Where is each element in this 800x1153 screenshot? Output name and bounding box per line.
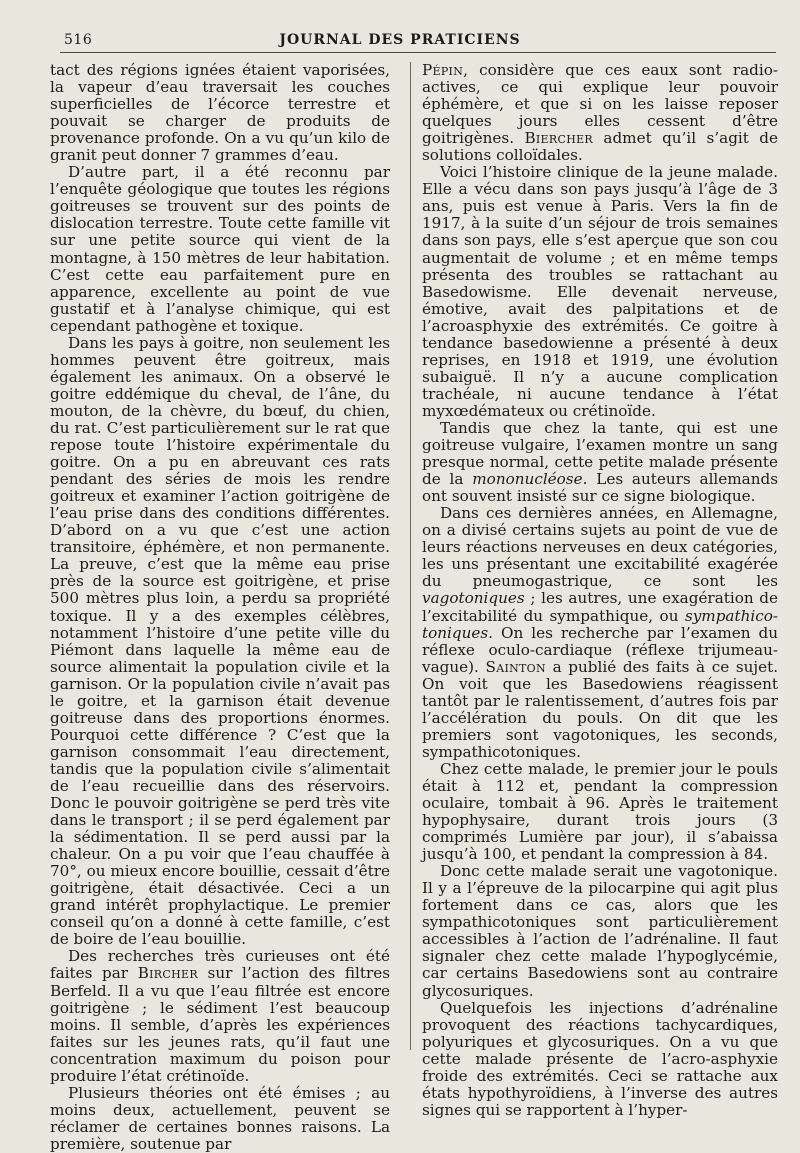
paragraph <box>422 420 778 505</box>
paragraph: Voici l’histoire clinique de la jeune malade. Elle a vécu dans son pays jusqu’à l’âge de 3 ans, puis est venue à Paris. Vers la fin de 1917, à la suite d’un séjour de trois semaines dans son pays, elle s’est aperçue que son cou augmentait de volume ; et en même temps présenta des troubles se rattachant au Basedowisme. Elle devenait nerveuse, émotive, avait des palpitations et de l’acroasphyxie des extrémités. Ce goitre à tendance basedowienne a présenté à deux reprises, en 1918 et 1919, une évolution subaiguë. Il n’y a aucune complication trachéale, ni aucune tendance à l’état myxœdémateux ou crétinoïde. <box>422 163 778 420</box>
paragraph-text: sur l’action des filtres Berfeld. Il a vu que l’eau filtrée est encore goitrigène ; le sédiment l’est beaucoup moins. Il semble, d’après les expériences faites sur les jeunes rats, qu’il faut une concentration maximum du poison pour produire l’état crétinoïde. <box>50 964 390 1085</box>
paragraph: tact des régions ignées étaient vaporisées, la vapeur d’eau traversait les couches superficielles de l’écorce terrestre et pouvait se charger de produits de provenance profonde. On a vu qu’un kilo de granit peut donner 7 grammes d’eau. <box>50 61 390 165</box>
left-column <box>50 62 390 1153</box>
header-rule <box>60 52 776 53</box>
paragraph-text: Tandis que chez la tante, qui est une goitreuse vulgaire, l’examen montre un sang presque normal, cette petite malade présente de la <box>422 418 778 489</box>
paragraph-text: ; les autres, une exagération de l’excitabilité du sympathique, ou <box>422 589 779 625</box>
paragraph <box>422 505 778 761</box>
running-header <box>0 28 800 54</box>
italic-term: sympathico-toniques. <box>422 606 779 642</box>
paragraph: D’autre part, il a été reconnu par l’enquête géologique que toutes les régions goitreuses se trouvent sur des points de dislocation terrestre. Toute cette famille vit sur une petite source qui vient de la montagne, à 150 mètres de leur habitation. C’est cette eau parfaitement pure en apparence, excellente au point de vue gustatif et à l’analyse chimique, qui est cependant pathogène et toxique. <box>50 163 390 335</box>
page-number: 516 <box>64 32 93 48</box>
paragraph-text: Dans ces dernières années, en Allemagne, on a divisé certains sujets au point de vue de leurs réactions nerveuses en deux catégories, les uns présentant une excitabilité exagérée du pneumogastrique, ce sont les <box>422 504 778 591</box>
author-name: Biercher <box>524 129 593 148</box>
paragraph-text: Des recherches très curieuses ont été faites par <box>50 947 390 983</box>
right-column <box>422 62 778 1119</box>
author-name: Sainton <box>485 657 546 676</box>
paragraph-text: admet qu’il s’agit de solutions colloïdales. <box>422 129 778 165</box>
paragraph-text: a publié des faits à ce sujet. On voit que les Basedowiens réagissent tantôt par le ralentissement, d’autres fois par l’accélération du pouls. On dit que les premiers sont vagotoniques, les seconds, sympathicotoniques. <box>422 657 779 761</box>
author-name: Pépin <box>422 61 464 79</box>
paragraph: Chez cette malade, le premier jour le pouls était à 112 et, pendant la compression oculaire, tombait à 96. Après le traitement hypophysaire, durant trois jours (3 comprimés Lumière par jour), il s’abaissa jusqu’à 100, et pendant la compression à 84. <box>422 759 778 864</box>
paragraph: Dans les pays à goitre, non seulement les hommes peuvent être goitreux, mais également les animaux. On a observé le goitre eddémique du cheval, de l’âne, du mouton, de la chèvre, du bœuf, du chien, du rat. C’est particulièrement sur le rat que repose toute l’histoire expérimentale du goitre. On a pu en abreuvant ces rats pendant des séries de mois les rendre goitreux et examiner l’action goitrigène de l’eau prise dans des conditions différentes. D’abord on a vu que c’est une action transitoire, éphémère, et non permanente. La preuve, c’est que la même eau prise près de la source est goitrigène, et prise 500 mètres plus loin, a perdu sa propriété toxique. Il y a des exemples célèbres, notamment l’histoire d’une petite ville du Piémont dans laquelle la même eau de source alimentait la population civile et la garnison. Or la population civile n’avait pas le goitre, et la garnison était devenue goitreuse dans des proportions énormes. Pourquoi cette différence ? C’est que la garnison consommait l’eau directement, tandis que la population civile s’alimentait de l’eau recueillie dans des réservoirs. Donc le pouvoir goitrigène se perd très vite dans le transport ; il se perd également par la sédimentation. Il se perd aussi par la chaleur. On a pu voir que l’eau chauffée à 70°, ou mieux encore bouillie, cessait d’être goitrigène, était désactivée. Ceci a un grand intérêt prophylactique. Le premier conseil qu’on a donné à cette famille, c’est de boire de l’eau bouillie. <box>50 333 390 949</box>
paragraph <box>50 948 390 1084</box>
paragraph-text: , considère que ces eaux sont radio-actives, ce qui explique leur pouvoir éphémère, et que si on les laisse reposer quelques jours elles cessent d’être goitrigènes. <box>422 61 778 148</box>
paragraph: Plusieurs théories ont été émises ; au moins deux, actuellement, peuvent se réclamer de certaines bonnes raisons. La première, soutenue par <box>50 1083 390 1153</box>
author-name: Bircher <box>137 964 198 983</box>
paragraph: Donc cette malade serait une vagotonique. Il y a l’épreuve de la pilocarpine qui agit plus fortement dans ce cas, alors que les sympathicotoniques sont particulièrement accessibles à l’action de l’adrénaline. Il faut signaler chez cette malade l’hypoglycémie, car certains Basedowiens sont au contraire glycosuriques. <box>422 862 778 1000</box>
italic-term: vagotoniques <box>422 589 525 608</box>
paragraph-text: On les recherche par l’examen du réflexe oculo-cardiaque (réflexe trijumeau-vague). <box>422 623 778 676</box>
paragraph-text: Les auteurs allemands ont souvent insisté sur ce signe biologique. <box>422 470 779 506</box>
journal-title: JOURNAL DES PRATICIENS <box>279 32 521 48</box>
italic-term: mononucléose. <box>472 470 588 489</box>
column-divider <box>410 62 411 1050</box>
paragraph <box>422 62 778 164</box>
paragraph: Quelquefois les injections d’adrénaline provoquent des réactions tachycardiques, polyuriques et glycosuriques. On a vu que cette malade présente de l’acro-asphyxie froide des extrémités. Ceci se rattache aux états hypothyroïdiens, à l’inverse des autres signes qui se rapportent à l’hyper- <box>422 998 778 1119</box>
